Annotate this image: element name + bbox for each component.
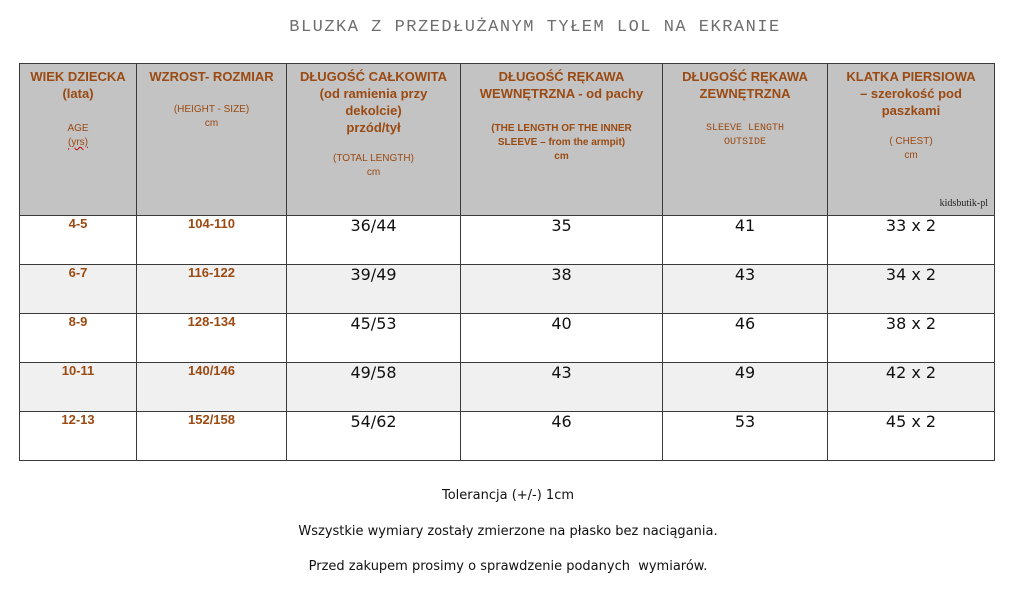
header-chest: KLATKA PIERSIOWA – szerokość pod paszkami ( CHEST) cm kidsbutik-pl xyxy=(828,64,995,216)
chest-cell: 42 x 2 xyxy=(828,363,995,412)
age-cell: 4-5 xyxy=(20,216,137,265)
outer-sleeve-cell: 41 xyxy=(663,216,828,265)
total-length-cell: 49/58 xyxy=(287,363,461,412)
total-length-cell: 54/62 xyxy=(287,412,461,461)
table-row xyxy=(20,412,995,461)
size-cell: 152/158 xyxy=(137,412,287,461)
age-cell: 6-7 xyxy=(20,265,137,314)
check-sizes-note: Przed zakupem prosimy o sprawdzenie podanych wymiarów. xyxy=(308,559,708,574)
outer-sleeve-cell: 49 xyxy=(663,363,828,412)
brand-watermark: kidsbutik-pl xyxy=(939,198,988,209)
header-total-length: DŁUGOŚĆ CAŁKOWITA (od ramienia przy dekolcie) przód/tył (TOTAL LENGTH) cm xyxy=(287,64,461,216)
flat-measure-note: Wszystkie wymiary zostały zmierzone na płasko bez naciągania. xyxy=(298,524,718,539)
table-row xyxy=(20,363,995,412)
table-header-row xyxy=(20,64,995,216)
total-length-cell: 36/44 xyxy=(287,216,461,265)
table-row xyxy=(20,265,995,314)
header-height: WZROST- ROZMIAR (HEIGHT - SIZE) cm xyxy=(137,64,287,216)
total-length-cell: 45/53 xyxy=(287,314,461,363)
outer-sleeve-cell: 43 xyxy=(663,265,828,314)
header-outer-sleeve: DŁUGOŚĆ RĘKAWA ZEWNĘTRZNA SLEEVE LENGTH OUTSIDE xyxy=(663,64,828,216)
chest-cell: 45 x 2 xyxy=(828,412,995,461)
size-cell: 116-122 xyxy=(137,265,287,314)
header-inner-sleeve: DŁUGOŚĆ RĘKAWA WEWNĘTRZNA - od pachy (THE LENGTH OF THE INNER SLEEVE – from the armpit) cm xyxy=(461,64,663,216)
chest-cell: 34 x 2 xyxy=(828,265,995,314)
chest-cell: 33 x 2 xyxy=(828,216,995,265)
size-cell: 128-134 xyxy=(137,314,287,363)
size-table xyxy=(19,63,995,461)
table-row xyxy=(20,314,995,363)
size-cell: 140/146 xyxy=(137,363,287,412)
outer-sleeve-cell: 46 xyxy=(663,314,828,363)
chest-cell: 38 x 2 xyxy=(828,314,995,363)
inner-sleeve-cell: 46 xyxy=(461,412,663,461)
size-cell: 104-110 xyxy=(137,216,287,265)
header-age: WIEK DZIECKA (lata) AGE (yrs) xyxy=(20,64,137,216)
tolerance-note: Tolerancja (+/-) 1cm xyxy=(441,488,575,503)
inner-sleeve-cell: 35 xyxy=(461,216,663,265)
age-cell: 10-11 xyxy=(20,363,137,412)
inner-sleeve-cell: 40 xyxy=(461,314,663,363)
inner-sleeve-cell: 38 xyxy=(461,265,663,314)
table-row xyxy=(20,216,995,265)
age-cell: 8-9 xyxy=(20,314,137,363)
age-cell: 12-13 xyxy=(20,412,137,461)
outer-sleeve-cell: 53 xyxy=(663,412,828,461)
page-title: BLUZKA Z PRZEDŁUŻANYM TYŁEM LOL NA EKRANIE xyxy=(289,18,781,37)
total-length-cell: 39/49 xyxy=(287,265,461,314)
inner-sleeve-cell: 43 xyxy=(461,363,663,412)
